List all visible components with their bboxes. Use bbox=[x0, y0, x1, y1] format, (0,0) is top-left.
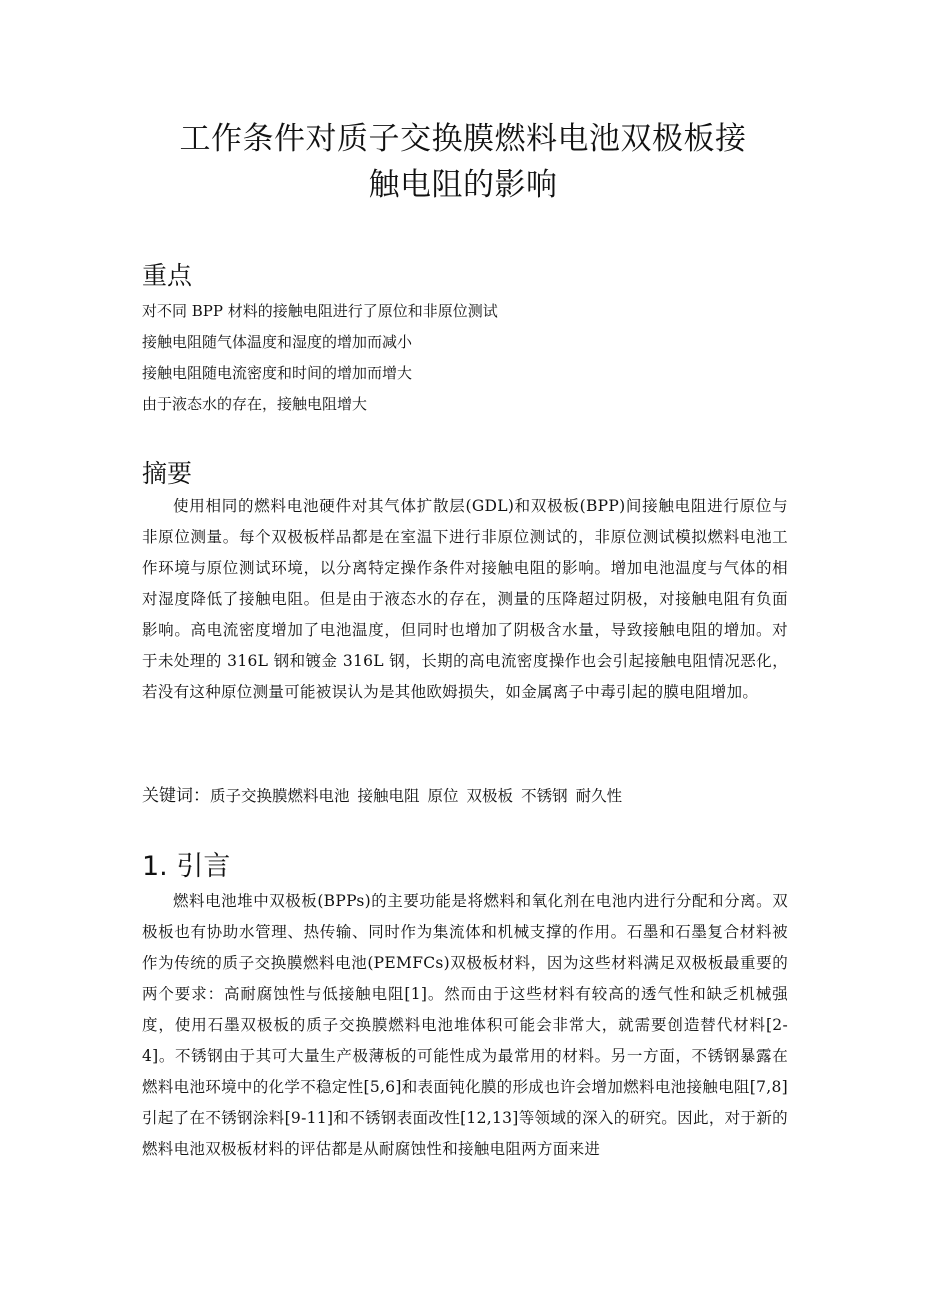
keyword: 接触电阻 bbox=[357, 787, 420, 805]
highlights-list bbox=[142, 296, 782, 420]
keywords-line bbox=[142, 781, 630, 812]
introduction-text: 燃料电池堆中双极板(BPPs)的主要功能是将燃料和氧化剂在电池内进行分配和分离。双极板也有协助水管理、热传输、同时作为集流体和机械支撑的作用。石墨和石墨复合材料被作为传统的质子交换膜燃料电池(PEMFCs)双极板材料，因为这些材料满足双极板最重要的两个要求：高耐腐蚀性与低接触电阻[1]。然而由于这些材料有较高的透气性和缺乏机械强度，使用石墨双极板的质子交换膜燃料电池堆体积可能会非常大，就需要创造替代材料[2-4]。不锈钢由于其可大量生产极薄板的可能性成为最常用的材料。另一方面，不锈钢暴露在燃料电池环境中的化学不稳定性[5,6]和表面钝化膜的形成也许会增加燃料电池接触电阻[7,8]引起了在不锈钢涂料[9-11]和不锈钢表面改性[12,13]等领域的深入的研究。因此，对于新的燃料电池双极板材料的评估都是从耐腐蚀性和接触电阻两方面来进 bbox=[142, 892, 788, 1158]
highlight-item: 接触电阻随气体温度和湿度的增加而减小 bbox=[142, 333, 413, 351]
paper-title bbox=[120, 116, 806, 208]
abstract-heading: 摘要 bbox=[142, 459, 193, 488]
keyword: 双极板 bbox=[466, 787, 514, 805]
keywords-label: 关键词： bbox=[142, 786, 210, 806]
highlight-item: 由于液态水的存在，接触电阻增大 bbox=[142, 395, 368, 413]
highlights-heading: 重点 bbox=[142, 261, 193, 290]
highlight-item: 对不同 BPP 材料的接触电阻进行了原位和非原位测试 bbox=[142, 302, 498, 320]
highlight-item: 接触电阻随电流密度和时间的增加而增大 bbox=[142, 364, 413, 382]
title-line-2: 触电阻的影响 bbox=[368, 167, 558, 203]
keyword: 不锈钢 bbox=[521, 787, 568, 805]
title-line-1: 工作条件对质子交换膜燃料电池双极板接 bbox=[179, 121, 747, 157]
keyword: 耐久性 bbox=[575, 787, 623, 805]
keyword: 质子交换膜燃料电池 bbox=[210, 787, 350, 805]
introduction-heading: 1. 引言 bbox=[142, 851, 231, 882]
keyword: 原位 bbox=[427, 787, 459, 805]
abstract-text: 使用相同的燃料电池硬件对其气体扩散层(GDL)和双极板(BPP)间接触电阻进行原位与非原位测量。每个双极板样品都是在室温下进行非原位测试的，非原位测试模拟燃料电池工作环境与原位测试环境，以分离特定操作条件对接触电阻的影响。增加电池温度与气体的相对湿度降低了接触电阻。但是由于液态水的存在，测量的压降超过阴极，对接触电阻有负面影响。高电流密度增加了电池温度，但同时也增加了阴极含水量，导致接触电阻的增加。对于未处理的 316L 钢和镀金 316L 钢，长期的高电流密度操作也会引起接触电阻情况恶化，若没有这种原位测量可能被误认为是其他欧姆损失，如金属离子中毒引起的膜电阻增加。 bbox=[142, 497, 788, 701]
